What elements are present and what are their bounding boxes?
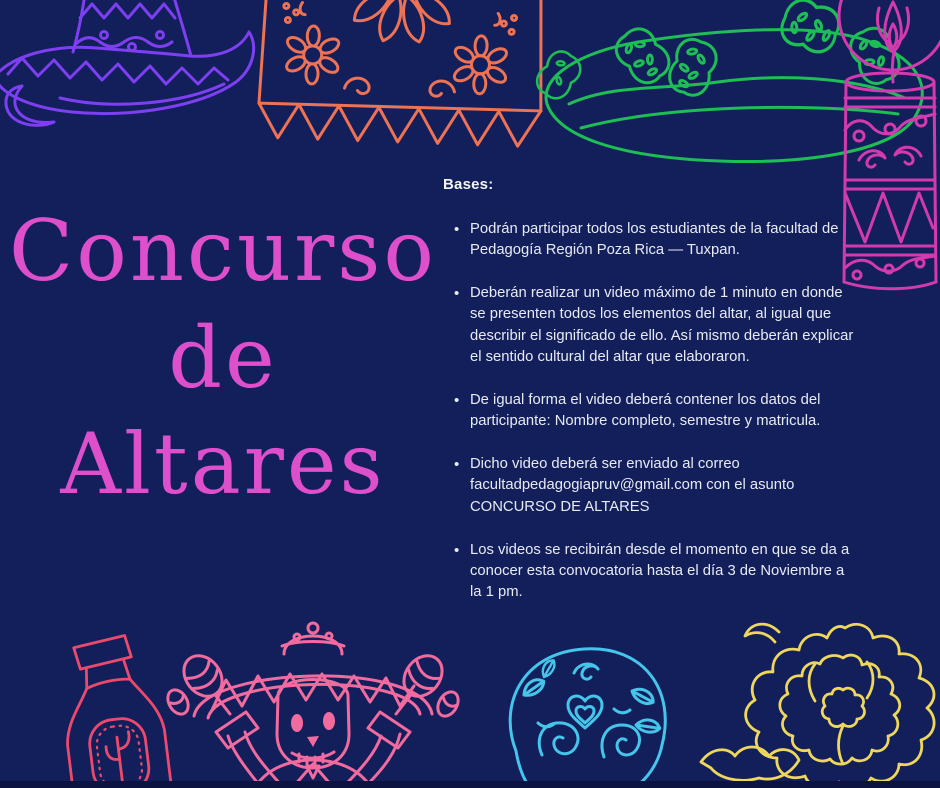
rule-item: • Deberán realizar un video máximo de 1 minuto en donde se presenten todos los elementos del altar, al igual que describir el significado de ello. Así mismo deberán explicar el sentido cultural del altar que elaboraron. xyxy=(443,283,855,368)
marigold-lines xyxy=(701,624,934,788)
papel-picado-lines xyxy=(258,0,545,147)
rule-item: • Podrán participar todos los estudiantes de la facultad de Pedagogía Región Poza Rica — Tuxpan. xyxy=(443,219,855,261)
rule-item: • Dicho video deberá ser enviado al correo facultadpedagogiapruv@gmail.com con el asunto CONCURSO DE ALTARES xyxy=(443,454,855,517)
nopales-plate-icon xyxy=(533,0,938,172)
sombrero-icon xyxy=(0,0,257,144)
bottom-edge-strip xyxy=(0,781,940,788)
tequila-bottle-lines xyxy=(55,633,171,788)
tequila-bottle-icon xyxy=(22,633,217,788)
title-line-2: de xyxy=(168,308,278,407)
rules-list xyxy=(443,219,861,603)
sugar-skull-icon xyxy=(486,633,691,788)
bases-heading: Bases: xyxy=(443,176,494,193)
sombrero-lines xyxy=(0,0,254,125)
rule-item: • Los videos se recibirán desde el momento en que se da a conocer esta convocatoria hasta el día 3 de Noviembre a la 1 pm. xyxy=(443,540,855,603)
rules-section xyxy=(443,176,861,625)
title-line-1: Concurso xyxy=(9,202,437,300)
nopales-lines xyxy=(533,0,922,161)
mariachi-skeleton-lines xyxy=(164,623,463,786)
sugar-skull-lines xyxy=(510,649,665,788)
poster-title xyxy=(8,198,438,518)
marigold-flower-icon xyxy=(695,606,940,788)
mariachi-skeleton-icon xyxy=(148,616,483,788)
rule-item: • De igual forma el video deberá contener los datos del participante: Nombre completo, semestre y matricula. xyxy=(443,390,855,432)
title-line-3: Altares xyxy=(60,415,386,514)
papel-picado-icon xyxy=(247,0,553,168)
